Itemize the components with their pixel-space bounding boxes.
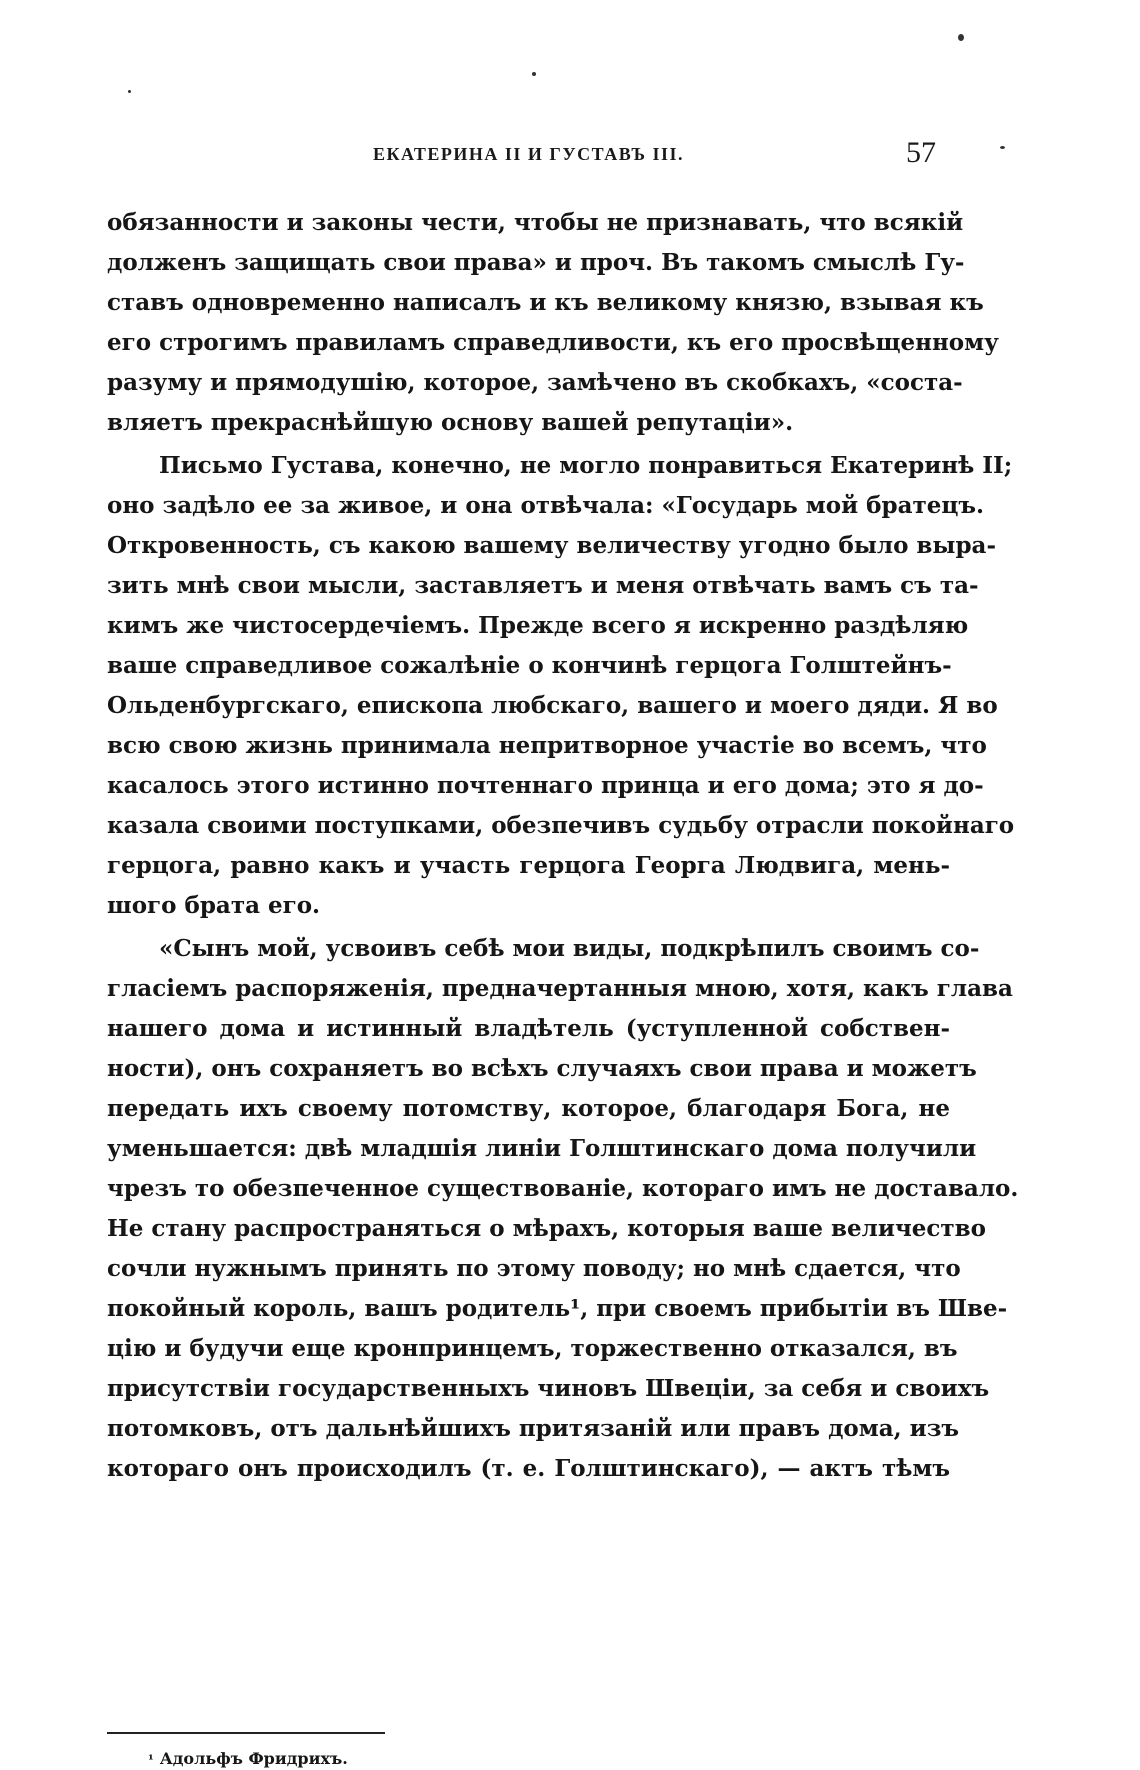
text-line: ности), онъ сохраняетъ во всѣхъ случаяхъ свои права и можетъ [107, 1055, 977, 1082]
page-number: 57 [906, 136, 936, 169]
text-line: вляетъ прекраснѣйшую основу вашей репутаціи». [107, 409, 794, 436]
footnote [148, 1750, 348, 1770]
ink-speck [1000, 146, 1005, 149]
text-line: покойный король, вашъ родитель¹, при своемъ прибытіи въ Шве- [107, 1295, 1008, 1322]
text-line: всю свою жизнь принимала непритворное участіе во всемъ, что [107, 732, 987, 759]
text-line: его строгимъ правиламъ справедливости, къ его просвѣщенному [107, 329, 999, 356]
text-line: казала своими поступками, обезпечивъ судьбу отрасли покойнаго [107, 812, 1015, 839]
text-line: Письмо Густава, конечно, не могло понравиться Екатеринѣ II; [159, 452, 1013, 479]
text-line: котораго онъ происходилъ (т. е. Голштинскаго), — актъ тѣмъ [107, 1455, 950, 1482]
body-text [107, 203, 1019, 1489]
text-line: ставъ одновременно написалъ и къ великому князю, взывая къ [107, 289, 984, 316]
text-line: передать ихъ своему потомству, которое, благодаря Бога, не [107, 1095, 950, 1122]
ink-speck [532, 72, 536, 76]
text-line: присутствіи государственныхъ чиновъ Швеціи, за себя и своихъ [107, 1375, 990, 1402]
text-line: обязанности и законы чести, чтобы не признавать, что всякій [107, 209, 964, 236]
text-line: потомковъ, отъ дальнѣйшихъ притязаній или правъ дома, изъ [107, 1415, 960, 1442]
text-line: цію и будучи еще кронпринцемъ, торжественно отказался, въ [107, 1335, 958, 1362]
text-line: долженъ защищать свои права» и проч. Въ такомъ смыслѣ Гу- [107, 249, 965, 276]
footnote-mark: ¹ [148, 1753, 154, 1768]
text-line: «Сынъ мой, усвоивъ себѣ мои виды, подкрѣпилъ своимъ со- [159, 935, 980, 962]
text-line: зить мнѣ свои мысли, заставляетъ и меня отвѣчать вамъ съ та- [107, 572, 979, 599]
ink-speck [958, 34, 964, 41]
text-line: сочли нужнымъ принять по этому поводу; но мнѣ сдается, что [107, 1255, 961, 1282]
text-line: касалось этого истинно почтеннаго принца и его дома; это я до- [107, 772, 984, 799]
text-line: уменьшается: двѣ младшія линіи Голштинскаго дома получили [107, 1135, 977, 1162]
text-line: разуму и прямодушію, которое, замѣчено въ скобкахъ, «соста- [107, 369, 963, 396]
text-line: Откровенность, съ какою вашему величеству угодно было выра- [107, 532, 997, 559]
running-head: ЕКАТЕРИНА II И ГУСТАВЪ III. [372, 144, 685, 164]
footnote-rule [107, 1732, 385, 1734]
text-line: герцога, равно какъ и участь герцога Георга Людвига, мень- [107, 852, 950, 879]
text-line: Ольденбургскаго, епископа любскаго, вашего и моего дяди. Я во [107, 692, 998, 719]
page-header [107, 136, 950, 176]
text-line: гласіемъ распоряженія, предначертанныя мною, хотя, какъ глава [107, 975, 1013, 1002]
text-line: кимъ же чистосердечіемъ. Прежде всего я искренно раздѣляю [107, 612, 969, 639]
ink-speck [128, 90, 131, 93]
text-line: шого брата его. [107, 892, 321, 919]
footnote-text: Адольфъ Фридрихъ. [159, 1749, 348, 1768]
text-line: чрезъ то обезпеченное существованіе, котораго имъ не доставало. [107, 1175, 1019, 1202]
text-line: оно задѣло ее за живое, и она отвѣчала: «Государь мой братецъ. [107, 492, 985, 519]
text-line: нашего дома и истинный владѣтель (уступленной собствен- [107, 1015, 950, 1042]
text-line: ваше справедливое сожалѣніе о кончинѣ герцога Голштейнъ- [107, 652, 952, 679]
text-line: Не стану распространяться о мѣрахъ, которыя ваше величество [107, 1215, 986, 1242]
